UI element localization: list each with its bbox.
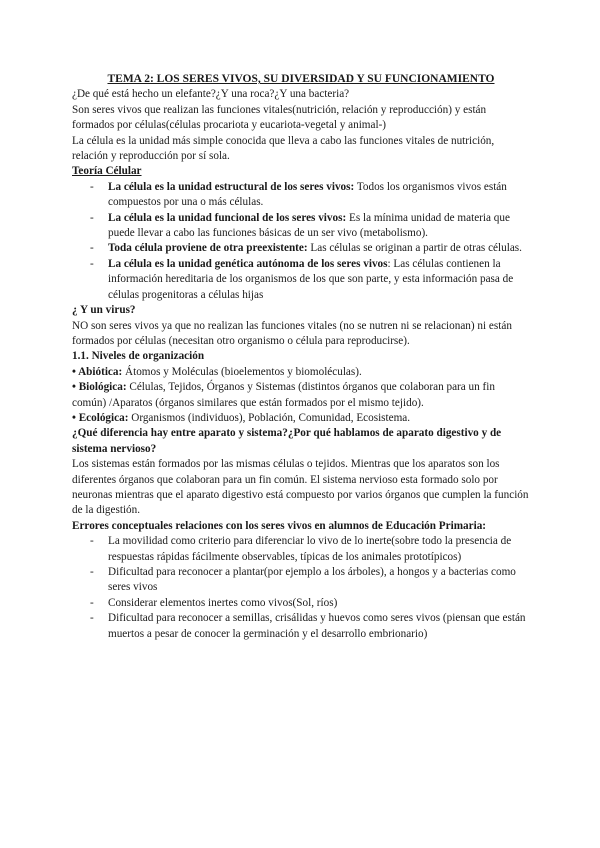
teoria-item-bold: La célula es la unidad estructural de los seres vivos: (108, 180, 355, 193)
teoria-item (72, 211, 530, 242)
teoria-item-text: Las células se originan a partir de otras células. (307, 242, 522, 255)
errores-item: - Dificultad para reconocer a semillas, crisálidas y huevos como seres vivos (piensan que están muertos a pesar de conocer la germinación y el desarrollo embrionario) (72, 611, 530, 642)
aparato-heading: ¿Qué diferencia hay entre aparato y sistema?¿Por qué hablamos de aparato digestivo y de sistema nervioso? (72, 427, 502, 455)
niveles-item-bold: • Ecológica: (72, 411, 129, 424)
teoria-item-text: Todos los organismos vivos están compuestos por una o más células. (108, 180, 507, 209)
niveles-item (72, 365, 530, 380)
errores-heading: Errores conceptuales relaciones con los seres vivos en alumnos de Educación Primaria: (72, 519, 487, 532)
errores-item: - La movilidad como criterio para diferenciar lo vivo de lo inerte(sobre todo la presencia de respuestas rápidas fácilmente observables, típicas de los animales prototípicos) (72, 534, 530, 565)
teoria-item-text: Es la mínima unidad de materia que puede llevar a cabo las funciones básicas de un ser vivo (metabolismo). (108, 211, 510, 240)
intro-question: ¿De qué está hecho un elefante?¿Y una roca?¿Y una bacteria? (72, 88, 350, 101)
niveles-item-text: Células, Tejidos, Órganos y Sistemas (distintos órganos que colaboran para un fin común) /Aparatos (órganos similares que están formados por el mismo tejido). (72, 381, 495, 409)
errores-list (72, 534, 530, 642)
teoria-item-text: : Las células contienen la información hereditaria de los organismos de los que son parte, y esta información pasa de células progenitoras a células hijas (108, 257, 514, 301)
errores-item: - Dificultad para reconocer a plantar(por ejemplo a los árboles), a hongos y a bacterias como seres vivos (72, 565, 530, 596)
niveles-item-text: Organismos (individuos), Población, Comunidad, Ecosistema. (128, 411, 411, 424)
teoria-heading: Teoría Célular (72, 165, 142, 178)
teoria-item-bold: La célula es la unidad genética autónoma de los seres vivos (108, 257, 388, 270)
niveles-heading: 1.1. Niveles de organización (72, 350, 205, 363)
niveles-item-bold: • Biológica: (72, 381, 127, 394)
niveles-item-text: Átomos y Moléculas (bioelementos y biomoléculas). (122, 365, 362, 378)
niveles-item (72, 411, 530, 426)
virus-text: NO son seres vivos ya que no realizan las funciones vitales (no se nutren ni se relacionan) ni están formados por células (necesitan otro organismo o célula para reproducirse). (72, 319, 512, 347)
intro-paragraph-2: La célula es la unidad más simple conocida que lleva a cabo las funciones vitales de nutrición, relación y reproducción por sí sola. (72, 134, 495, 163)
aparato-text: Los sistemas están formados por las mismas células o tejidos. Mientras que los aparatos son los diferentes órganos que colaboran para un fin común. El sistema nervioso esta formado solo por neuronas mientras que el aparato digestivo está compuesto por varios órganos que cumplen la función de la digestión. (72, 458, 529, 517)
errores-item: - Considerar elementos inertes como vivos(Sol, ríos) (72, 596, 530, 611)
niveles-item-bold: • Abiótica: (72, 365, 123, 378)
teoria-item (72, 241, 530, 256)
teoria-item (72, 180, 530, 211)
page-title: TEMA 2: LOS SERES VIVOS, SU DIVERSIDAD Y SU FUNCIONAMIENTO (107, 73, 495, 85)
teoria-list (72, 180, 530, 303)
teoria-item-bold: Toda célula proviene de otra preexistente: (108, 242, 308, 255)
intro-paragraph-1: Son seres vivos que realizan las funciones vitales(nutrición, relación y reproducción) y están formados por células(células procariota y eucariota-vegetal y animal-) (72, 103, 487, 132)
teoria-item (72, 257, 530, 303)
teoria-item-bold: La célula es la unidad funcional de los seres vivos: (108, 211, 347, 224)
virus-heading: ¿ Y un virus? (72, 304, 136, 317)
niveles-item (72, 380, 530, 411)
